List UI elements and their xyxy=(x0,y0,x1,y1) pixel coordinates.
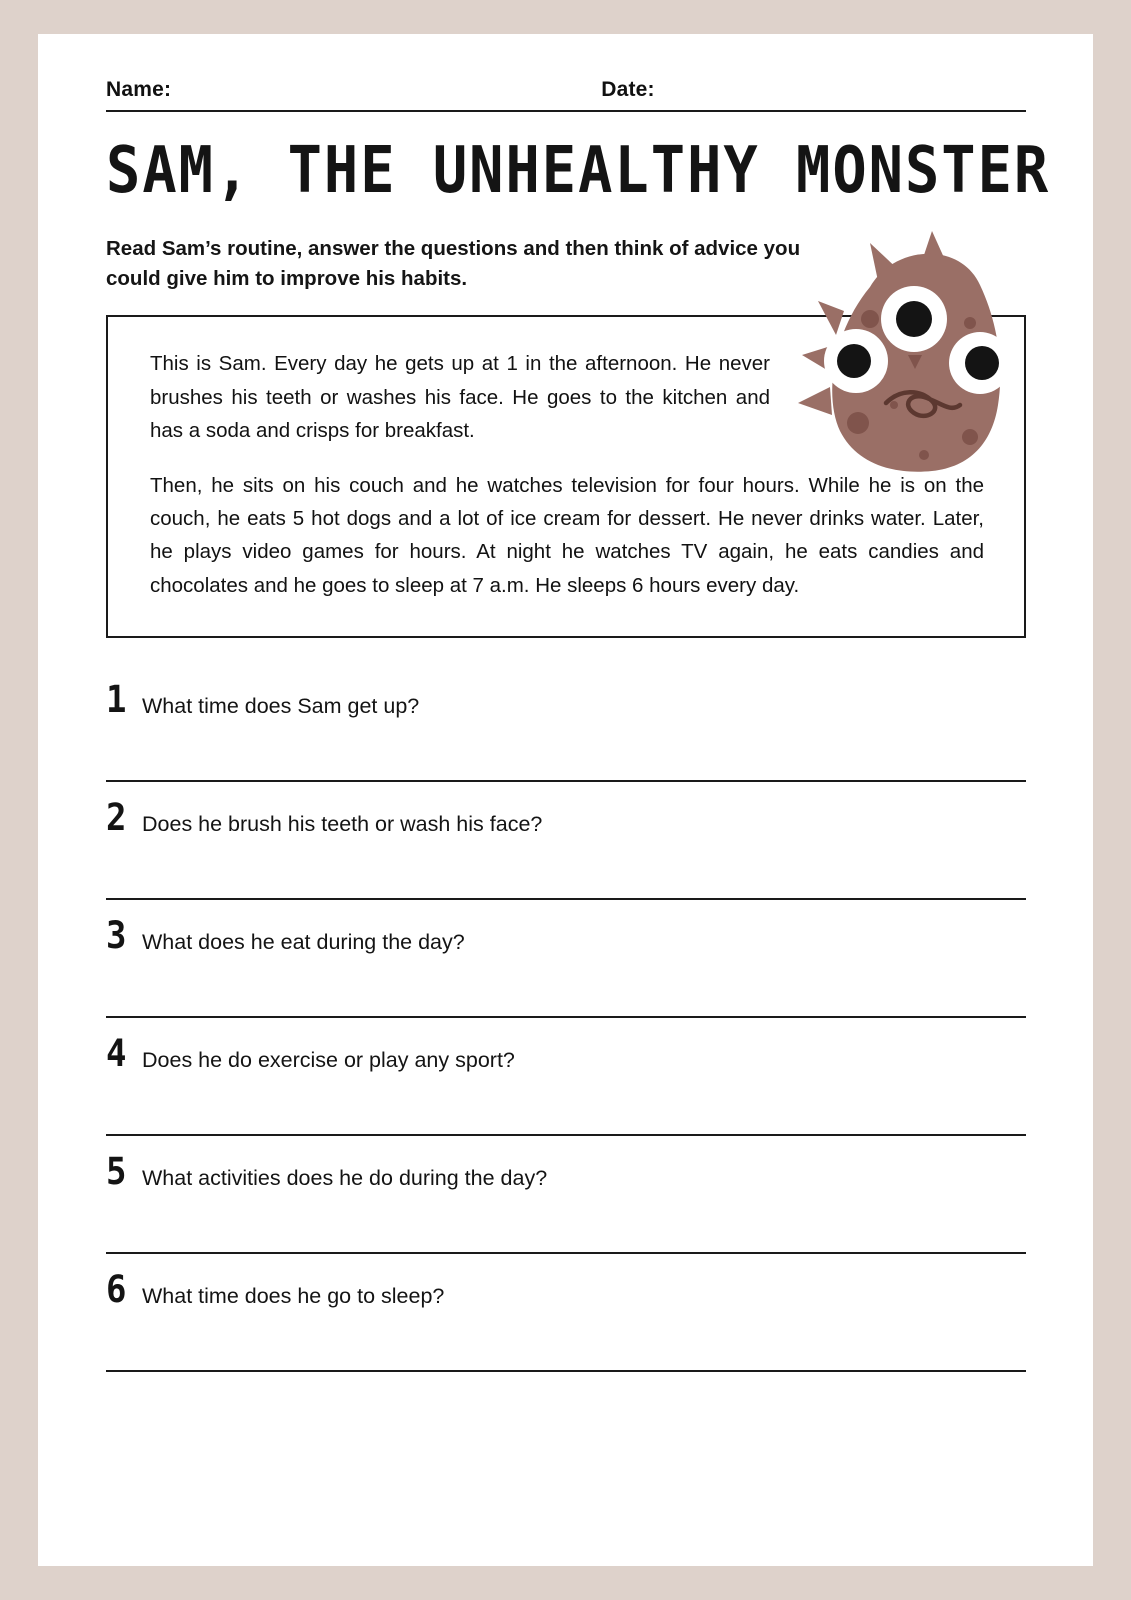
instructions-text: Read Sam’s routine, answer the questions and then think of advice you could give him to improve his habits. xyxy=(106,237,801,290)
question-number: 1 xyxy=(106,677,127,722)
question-number: 4 xyxy=(106,1031,127,1076)
question-row xyxy=(106,677,1026,722)
passage-paragraph-2: Then, he sits on his couch and he watches television for four hours. While he is on the couch, he eats 5 hot dogs and a lot of ice cream for dessert. He never drinks water. Later, he plays video games for hours. At night he watches TV again, he eats candies and chocolates and he goes to sleep at 7 a.m. He sleeps 6 hours every day. xyxy=(150,474,984,597)
worksheet-page xyxy=(38,34,1093,1566)
question-row xyxy=(106,795,1026,840)
question-item-6 xyxy=(106,1267,1026,1372)
answer-line-3[interactable] xyxy=(106,960,1026,1018)
question-text: What time does Sam get up? xyxy=(142,693,420,718)
date-label: Date: xyxy=(601,78,655,101)
reading-passage xyxy=(106,315,1026,637)
answer-line-4[interactable] xyxy=(106,1078,1026,1136)
question-text: Does he do exercise or play any sport? xyxy=(142,1047,515,1072)
question-item-2 xyxy=(106,795,1026,900)
name-date-row xyxy=(106,70,1026,112)
question-number: 5 xyxy=(106,1149,127,1194)
passage-paragraph-1: This is Sam. Every day he gets up at 1 in the afternoon. He never brushes his teeth or washes his face. He goes to the kitchen and has a soda and crisps for breakfast. xyxy=(150,352,770,442)
question-number: 6 xyxy=(106,1267,127,1312)
question-text: What activities does he do during the day? xyxy=(142,1165,548,1190)
question-row xyxy=(106,1267,1026,1312)
question-row xyxy=(106,1031,1026,1076)
answer-line-1[interactable] xyxy=(106,724,1026,782)
question-row xyxy=(106,1149,1026,1194)
question-item-4 xyxy=(106,1031,1026,1136)
name-label: Name: xyxy=(106,78,172,101)
answer-line-6[interactable] xyxy=(106,1314,1026,1372)
page-title: SAM, THE UNHEALTHY MONSTER xyxy=(106,134,1051,208)
question-item-1 xyxy=(106,677,1026,782)
passage-section xyxy=(106,315,1026,637)
worksheet-content xyxy=(106,70,1051,1390)
question-item-5 xyxy=(106,1149,1026,1254)
question-number: 2 xyxy=(106,795,127,840)
question-text: Does he brush his teeth or wash his face? xyxy=(142,811,543,836)
question-row xyxy=(106,913,1026,958)
question-item-3 xyxy=(106,913,1026,1018)
question-text: What does he eat during the day? xyxy=(142,929,465,954)
answer-line-5[interactable] xyxy=(106,1196,1026,1254)
question-text: What time does he go to sleep? xyxy=(142,1283,445,1308)
questions-list xyxy=(106,677,1026,1372)
question-number: 3 xyxy=(106,913,127,958)
answer-line-2[interactable] xyxy=(106,842,1026,900)
